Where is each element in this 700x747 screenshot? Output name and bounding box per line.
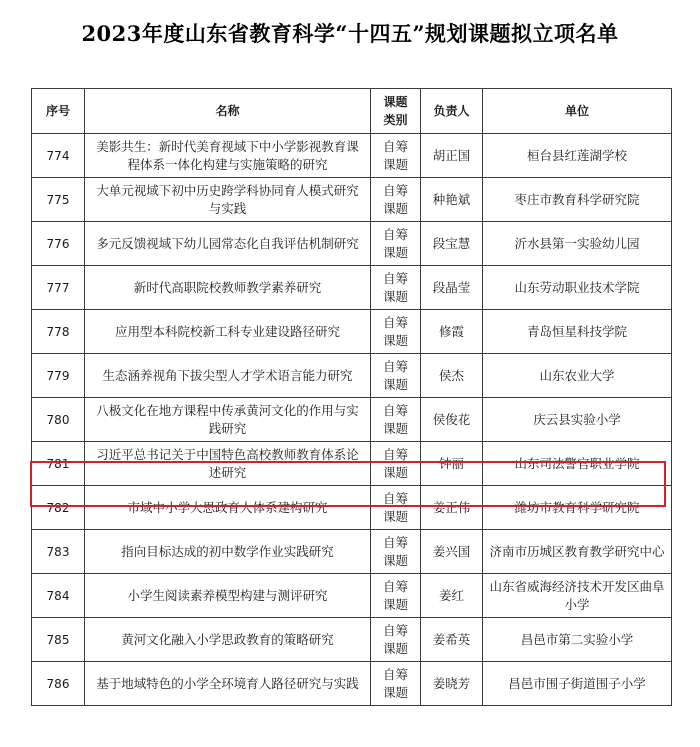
table-row xyxy=(32,486,672,530)
cell-type: 自筹 课题 xyxy=(371,662,421,706)
header-unit: 单位 xyxy=(483,89,672,134)
table-row xyxy=(32,134,672,178)
cell-type: 自筹 课题 xyxy=(371,222,421,266)
cell-name: 多元反馈视域下幼儿园常态化自我评估机制研究 xyxy=(85,222,371,266)
table-row xyxy=(32,222,672,266)
cell-type: 自筹 课题 xyxy=(371,310,421,354)
cell-seq: 782 xyxy=(32,486,85,530)
cell-seq: 774 xyxy=(32,134,85,178)
cell-name: 美影共生：新时代美育视域下中小学影视教育课程体系一体化构建与实施策略的研究 xyxy=(85,134,371,178)
cell-type: 自筹 课题 xyxy=(371,442,421,486)
table-row xyxy=(32,662,672,706)
cell-seq: 781 xyxy=(32,442,85,486)
cell-type: 自筹 课题 xyxy=(371,618,421,662)
table-row xyxy=(32,398,672,442)
table-row xyxy=(32,310,672,354)
table-row xyxy=(32,574,672,618)
cell-seq: 777 xyxy=(32,266,85,310)
cell-leader: 姜正伟 xyxy=(421,486,483,530)
table-row xyxy=(32,618,672,662)
cell-type: 自筹 课题 xyxy=(371,178,421,222)
cell-name: 市域中小学大思政育人体系建构研究 xyxy=(85,486,371,530)
cell-type: 自筹 课题 xyxy=(371,574,421,618)
cell-leader: 钟丽 xyxy=(421,442,483,486)
cell-leader: 段宝慧 xyxy=(421,222,483,266)
cell-unit: 枣庄市教育科学研究院 xyxy=(483,178,672,222)
cell-leader: 姜晓芳 xyxy=(421,662,483,706)
cell-type: 自筹 课题 xyxy=(371,530,421,574)
cell-unit: 桓台县红莲湖学校 xyxy=(483,134,672,178)
cell-leader: 姜希英 xyxy=(421,618,483,662)
cell-name: 新时代高职院校教师教学素养研究 xyxy=(85,266,371,310)
cell-name: 小学生阅读素养模型构建与测评研究 xyxy=(85,574,371,618)
cell-seq: 776 xyxy=(32,222,85,266)
cell-name: 基于地域特色的小学全环境育人路径研究与实践 xyxy=(85,662,371,706)
page-title: 2023年度山东省教育科学“十四五”规划课题拟立项名单 xyxy=(81,21,619,46)
cell-leader: 姜红 xyxy=(421,574,483,618)
cell-seq: 785 xyxy=(32,618,85,662)
table-header-row xyxy=(32,89,672,134)
project-list-table xyxy=(31,88,672,706)
cell-leader: 侯俊花 xyxy=(421,398,483,442)
cell-type: 自筹 课题 xyxy=(371,398,421,442)
cell-unit: 青岛恒星科技学院 xyxy=(483,310,672,354)
cell-type: 自筹 课题 xyxy=(371,354,421,398)
table-row xyxy=(32,530,672,574)
cell-leader: 姜兴国 xyxy=(421,530,483,574)
cell-type: 自筹 课题 xyxy=(371,134,421,178)
cell-name: 生态涵养视角下拔尖型人才学术语言能力研究 xyxy=(85,354,371,398)
cell-unit: 济南市历城区教育教学研究中心 xyxy=(483,530,672,574)
cell-seq: 778 xyxy=(32,310,85,354)
cell-unit: 山东农业大学 xyxy=(483,354,672,398)
cell-unit: 昌邑市第二实验小学 xyxy=(483,618,672,662)
cell-name: 八极文化在地方课程中传承黄河文化的作用与实践研究 xyxy=(85,398,371,442)
table-row xyxy=(32,266,672,310)
cell-name: 应用型本科院校新工科专业建设路径研究 xyxy=(85,310,371,354)
cell-leader: 修霞 xyxy=(421,310,483,354)
cell-seq: 783 xyxy=(32,530,85,574)
table-row xyxy=(32,354,672,398)
header-seq: 序号 xyxy=(32,89,85,134)
cell-name: 大单元视域下初中历史跨学科协同育人模式研究与实践 xyxy=(85,178,371,222)
cell-unit: 山东劳动职业技术学院 xyxy=(483,266,672,310)
header-leader: 负责人 xyxy=(421,89,483,134)
cell-unit: 昌邑市围子街道围子小学 xyxy=(483,662,672,706)
cell-leader: 段晶莹 xyxy=(421,266,483,310)
cell-unit: 庆云县实验小学 xyxy=(483,398,672,442)
cell-name: 黄河文化融入小学思政教育的策略研究 xyxy=(85,618,371,662)
header-type: 课题 类别 xyxy=(371,89,421,134)
cell-seq: 786 xyxy=(32,662,85,706)
cell-seq: 780 xyxy=(32,398,85,442)
cell-seq: 775 xyxy=(32,178,85,222)
cell-leader: 种艳斌 xyxy=(421,178,483,222)
cell-name: 习近平总书记关于中国特色高校教师教育体系论述研究 xyxy=(85,442,371,486)
cell-seq: 784 xyxy=(32,574,85,618)
table-row xyxy=(32,442,672,486)
cell-leader: 胡正国 xyxy=(421,134,483,178)
cell-unit: 山东省威海经济技术开发区曲阜小学 xyxy=(483,574,672,618)
cell-type: 自筹 课题 xyxy=(371,266,421,310)
cell-unit: 沂水县第一实验幼儿园 xyxy=(483,222,672,266)
cell-unit: 潍坊市教育科学研究院 xyxy=(483,486,672,530)
cell-leader: 侯杰 xyxy=(421,354,483,398)
cell-seq: 779 xyxy=(32,354,85,398)
header-name: 名称 xyxy=(85,89,371,134)
cell-type: 自筹 课题 xyxy=(371,486,421,530)
table-row xyxy=(32,178,672,222)
cell-name: 指向目标达成的初中数学作业实践研究 xyxy=(85,530,371,574)
cell-unit: 山东司法警官职业学院 xyxy=(483,442,672,486)
